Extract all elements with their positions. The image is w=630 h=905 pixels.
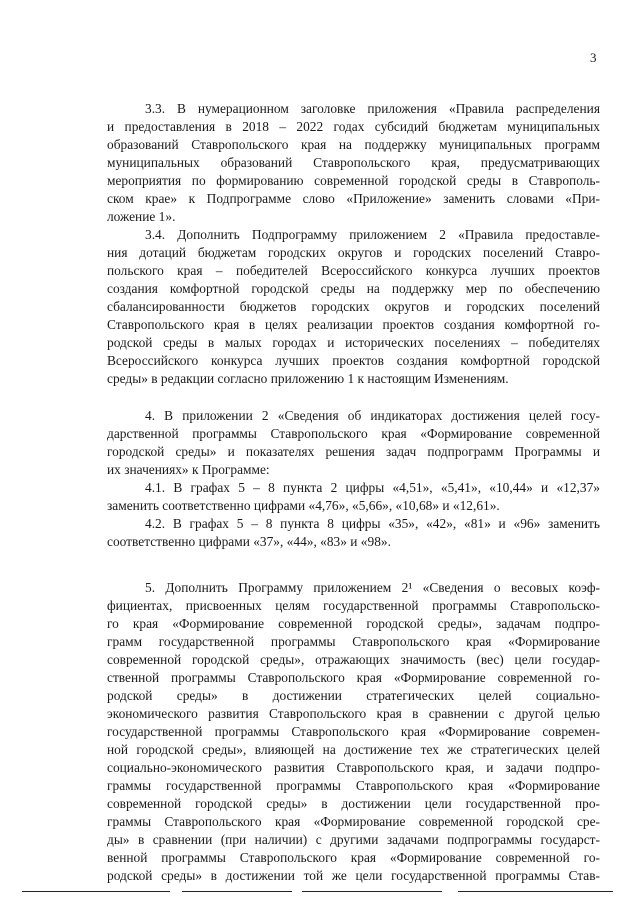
text-line: родской среды» в достижении стратегических целей социально- [107, 688, 600, 703]
text-line: образований Ставропольского края на поддержку муниципальных программ [107, 137, 600, 152]
text-line: создания комфортной городской среды на поддержку мер по обеспечению [107, 281, 600, 296]
text-line: ной городской среды», влияющей на достижение тех же стратегических целей [107, 742, 600, 757]
document-body [107, 100, 600, 885]
text-line: Всероссийского конкурса лучших проектов создания комфортной городской [107, 353, 600, 368]
text-line: польского края – победителей Всероссийского конкурса лучших проектов [107, 263, 600, 278]
text-line: и предоставления в 2018 – 2022 годах субсидий бюджетам муниципальных [107, 119, 600, 134]
text-line: 4.2. В графах 5 – 8 пункта 8 цифры «35», «42», «81» и «96» заменить [145, 516, 600, 531]
text-line: грамм государственной программы Ставропольского края «Формирование [107, 634, 600, 649]
text-line: ственной программы Ставропольского края «Формирование современной го- [107, 670, 600, 685]
text-line: экономического развития Ставропольского края в сравнении с другой целью [107, 706, 600, 721]
text-line: граммы государственной программы Ставропольского края «Формирование [107, 778, 600, 793]
paragraph-4-2 [107, 515, 600, 551]
text-line: дарственной программы Ставропольского края «Формирование современной [107, 426, 600, 441]
text-line: современной городской среды» в достижении цели государственной про- [107, 796, 600, 811]
text-line: 4.1. В графах 5 – 8 пункта 2 цифры «4,51», «5,41», «10,44» и «12,37» [145, 480, 600, 495]
text-line: 4. В приложении 2 «Сведения об индикаторах достижения целей госу- [145, 408, 600, 423]
footer-rule-segment [22, 891, 170, 892]
text-line: сбалансированности бюджетов городских округов и городских поселений [107, 299, 600, 314]
text-line: ложение 1». [107, 209, 176, 224]
text-line: ния дотаций бюджетам городских округов и городских поселений Ставро- [107, 245, 600, 260]
paragraph-spacer [107, 388, 600, 407]
text-line: го края «Формирование современной городской среды», задачам подпро- [107, 616, 600, 631]
paragraph-spacer [107, 551, 600, 579]
text-line: социально-экономического развития Ставропольского края, и задачи подпро- [107, 760, 600, 775]
text-line: государственной программы Ставропольского края «Формирование современ- [107, 724, 600, 739]
text-line: заменить соответственно цифрами «4,76», «5,66», «10,68» и «12,61». [107, 498, 500, 513]
paragraph-5 [107, 579, 600, 885]
text-line: 3.3. В нумерационном заголовке приложения «Правила распределения [145, 101, 600, 116]
text-line: ском крае» к Подпрограмме слово «Приложение» заменить словами «При- [107, 191, 600, 206]
footer-rule-segment [182, 891, 292, 892]
footer-rule-segment [302, 891, 442, 892]
text-line: муниципальных образований Ставропольского края, предусматривающих [107, 155, 600, 170]
text-line: родской среды» в достижении той же цели государственной программы Став- [107, 868, 600, 883]
page-number: 3 [590, 50, 597, 65]
text-line: их значениях» к Программе: [107, 462, 270, 477]
text-line: Ставропольского края в целях реализации проектов создания комфортной го- [107, 317, 600, 332]
paragraph-4 [107, 407, 600, 479]
text-line: современной городской среды», отражающих значимость (вес) цели государ- [107, 652, 600, 667]
text-line: ды» в сравнении (при наличии) с другими задачами подпрограммы государст- [107, 832, 600, 847]
text-line: родской среды в малых городах и исторических поселениях – победителях [107, 335, 600, 350]
text-line: фициентах, присвоенных целям государственной программы Ставропольско- [107, 598, 600, 613]
text-line: городской среды» и показателях решения задач подпрограмм Программы и [107, 444, 600, 459]
paragraph-3-4 [107, 226, 600, 388]
text-line: граммы Ставропольского края «Формирование современной городской сре- [107, 814, 600, 829]
text-line: мероприятия по формированию современной городской среды в Ставрополь- [107, 173, 600, 188]
text-line: 5. Дополнить Программу приложением 2¹ «Сведения о весовых коэф- [145, 580, 600, 595]
text-line: среды» в редакции согласно приложению 1 к настоящим Изменениям. [107, 371, 509, 386]
text-line: 3.4. Дополнить Подпрограмму приложением 2 «Правила предоставле- [145, 227, 600, 242]
paragraph-3-3 [107, 100, 600, 226]
text-line: соответственно цифрами «37», «44», «83» и «98». [107, 534, 391, 549]
text-line: венной программы Ставропольского края «Формирование современной го- [107, 850, 600, 865]
footer-rule-segment [458, 891, 613, 892]
footer-rule [0, 891, 630, 893]
paragraph-4-1 [107, 479, 600, 515]
